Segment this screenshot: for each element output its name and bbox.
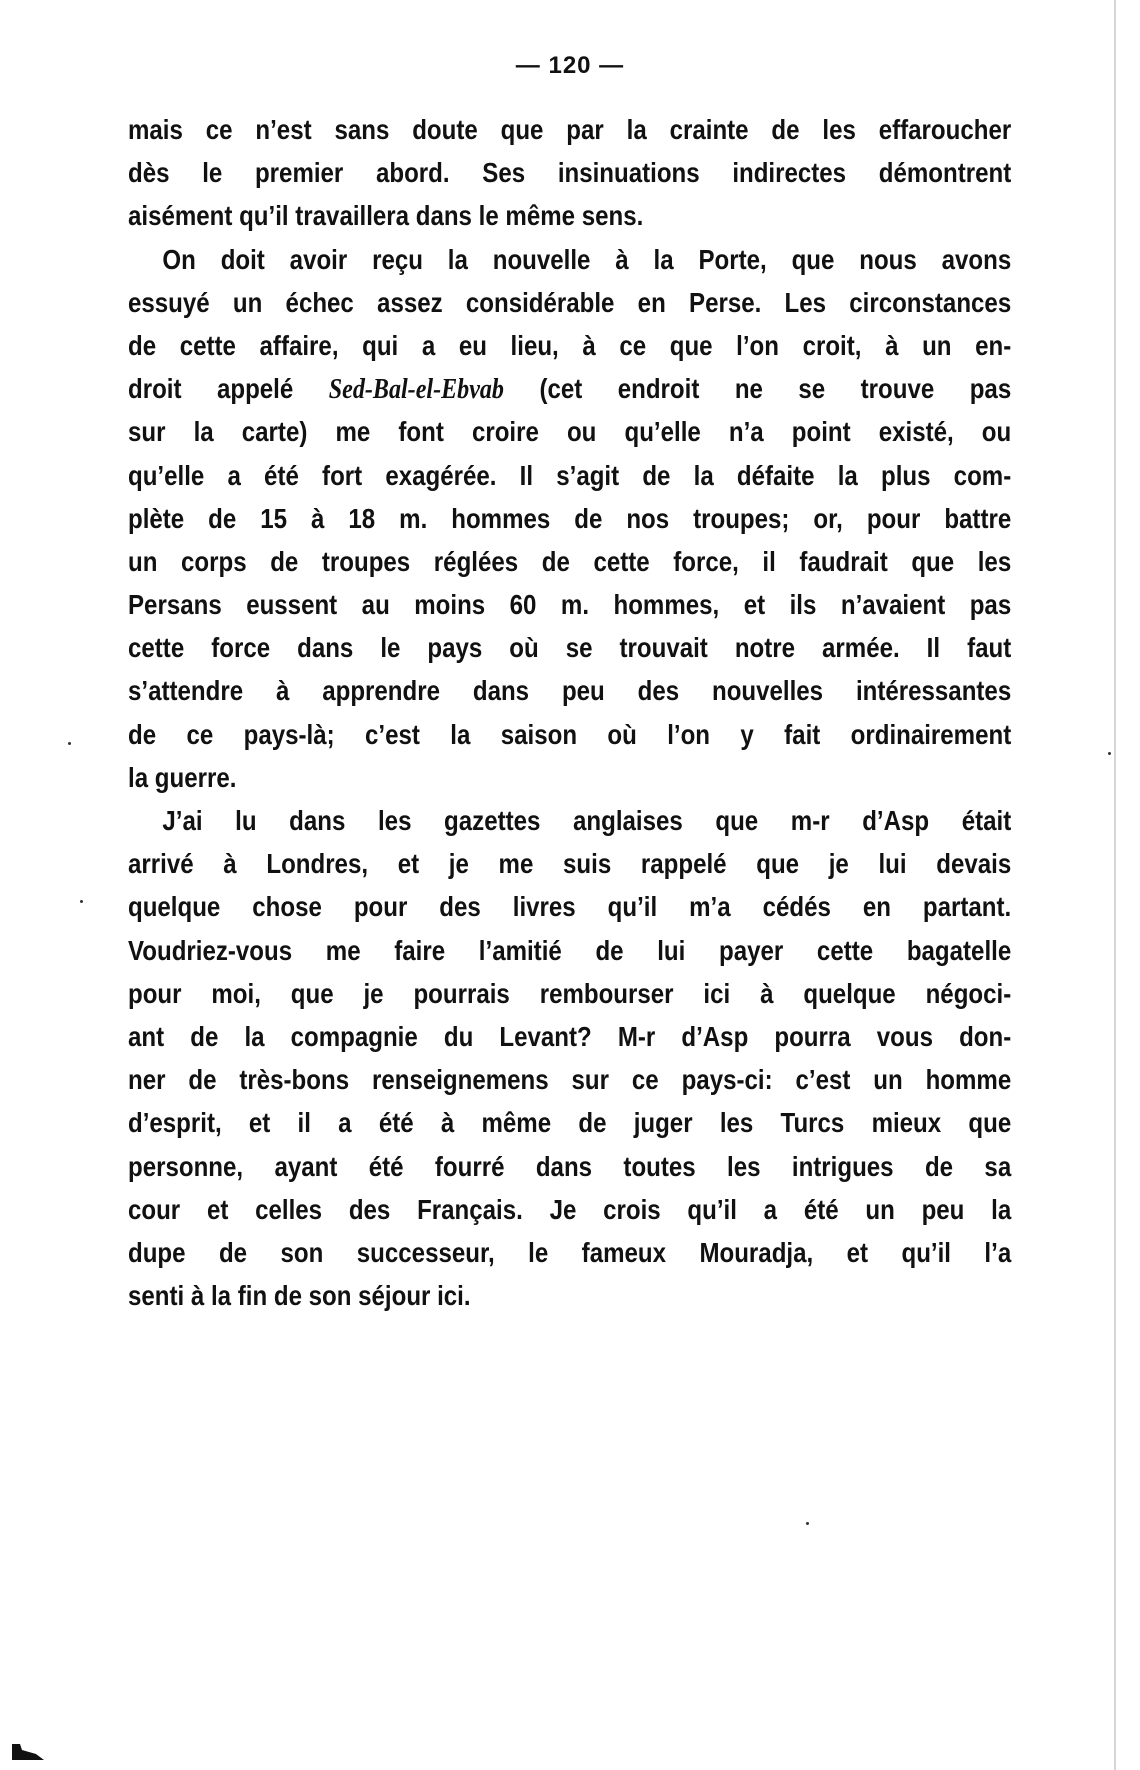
text-line: ant de la compagnie du Levant? M-r d’Asp pourra vous don- [128,1020,1012,1052]
text-line-segment: (cet endroit ne se trouve pas [503,373,1012,405]
text-line: essuyé un échec assez considérable en Perse. Les circonstances [128,286,1012,318]
text-line: plète de 15 à 18 m. hommes de nos troupes; or, pour battre [128,502,1012,534]
text-line: On doit avoir reçu la nouvelle à la Porte, que nous avons [162,243,1012,275]
text-line: Persans eussent au moins 60 m. hommes, et ils n’avaient pas [128,589,1012,621]
text-line: pour moi, que je pourrais rembourser ici à quelque négoci- [128,977,1012,1009]
text-line: s’attendre à apprendre dans peu des nouvelles intéressantes [128,675,1012,707]
text-line: senti à la fin de son séjour ici. [128,1280,471,1312]
text-line: de cette affaire, qui a eu lieu, à ce que l’on croit, à un en- [128,329,1012,361]
text-line: quelque chose pour des livres qu’il m’a cédés en partant. [128,891,1012,923]
text-line: ner de très-bons renseignemens sur ce pays-ci: c’est un homme [128,1064,1012,1096]
ink-speck [80,900,83,903]
place-name-italic: Sed-Bal-el-Ebvab [328,374,504,406]
text-line [128,367,1011,410]
ink-speck [806,1522,809,1525]
text-line-segment: droit appelé [128,373,329,405]
text-line: Voudriez-vous me faire l’amitié de lui payer cette bagatelle [128,934,1012,966]
text-line: aisément qu’il travaillera dans le même sens. [128,200,644,232]
body-text [128,108,1011,1317]
text-line: J’ai lu dans les gazettes anglaises que m-r d’Asp était [162,805,1012,836]
text-line: d’esprit, et il a été à même de juger les Turcs mieux que [128,1107,1012,1139]
page-number: — 120 — [515,52,625,79]
text-line: cour et celles des Français. Je crois qu’il a été un peu la [128,1193,1012,1225]
text-line: dupe de son successeur, le fameux Mouradja, et qu’il l’a [128,1236,1012,1268]
text-line: la guerre. [128,761,237,793]
text-line: cette force dans le pays où se trouvait notre armée. Il faut [128,632,1012,664]
text-line: arrivé à Londres, et je me suis rappelé que je lui devais [128,848,1012,880]
page-edge-rule [1114,0,1116,1770]
ink-speck [68,742,71,745]
text-line: personne, ayant été fourré dans toutes les intrigues de sa [128,1150,1012,1182]
text-line: de ce pays-là; c’est la saison où l’on y fait ordinairement [128,718,1012,750]
corner-ink-mark-icon [10,1740,46,1762]
text-line: qu’elle a été fort exagérée. Il s’agit de la défaite la plus com- [128,459,1012,491]
text-line: dès le premier abord. Ses insinuations indirectes démontrent [128,157,1012,189]
text-line: sur la carte) me font croire ou qu’elle n’a point existé, ou [128,416,1012,448]
text-line: mais ce n’est sans doute que par la crainte de les effaroucher [128,114,1012,145]
text-line: un corps de troupes réglées de cette force, il faudrait que les [128,545,1012,577]
ink-speck [1108,752,1111,755]
